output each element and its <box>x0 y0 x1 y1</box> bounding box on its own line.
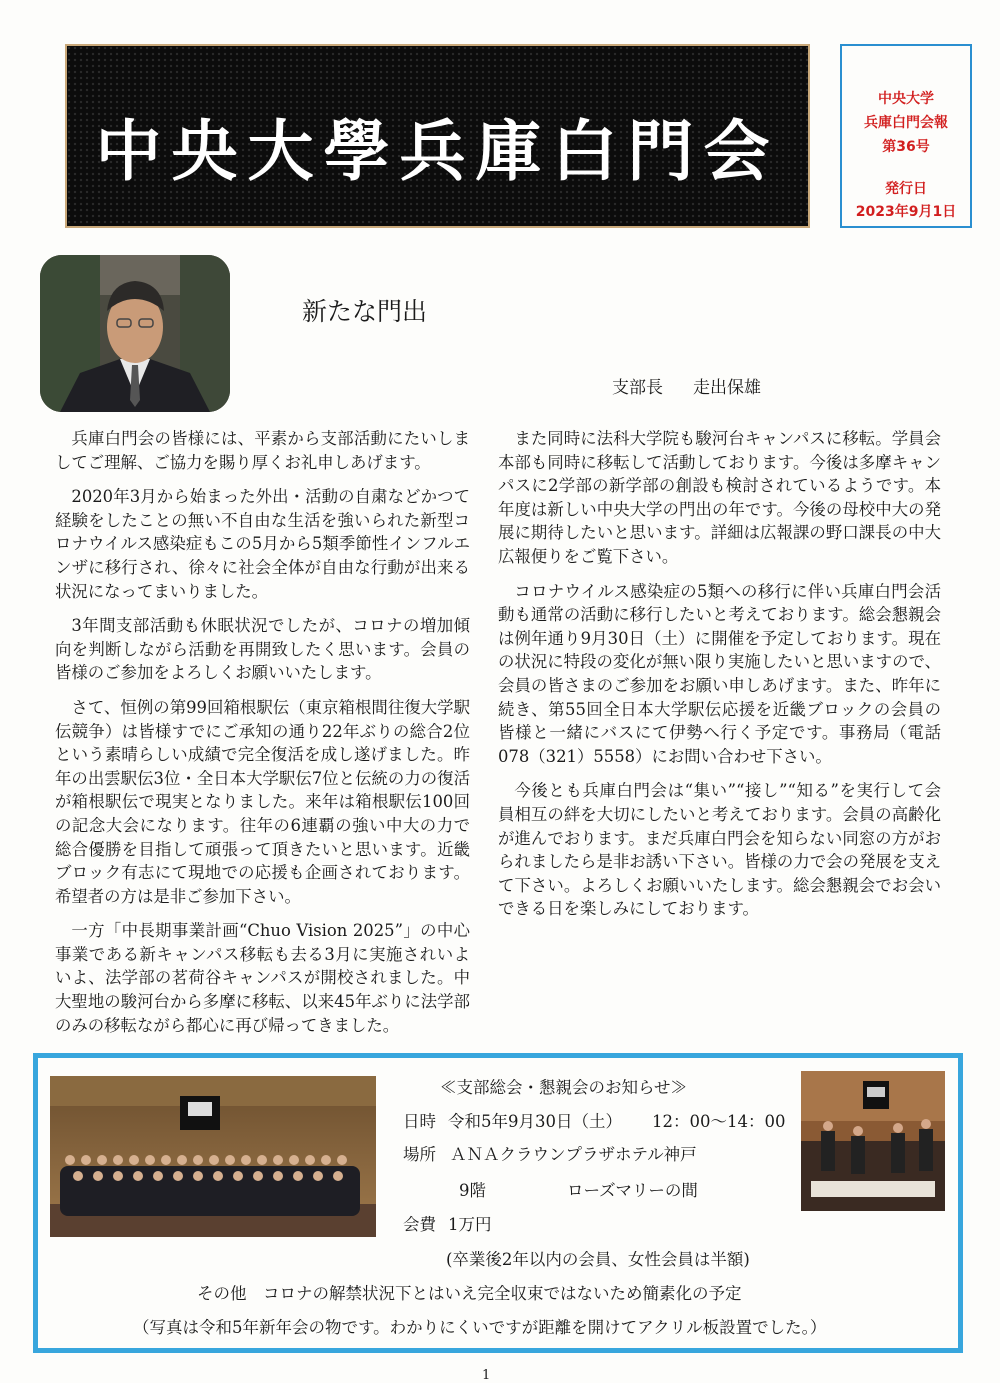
author-line <box>612 373 761 398</box>
author-name: 走出保雄 <box>693 378 761 398</box>
group-photo <box>50 1076 376 1237</box>
paragraph: 一方「中長期事業計画“Chuo Vision 2025”」の中心事業である新キャンパス移転も去る3月に実施されいよいよ、法学部の茗荷谷キャンパスが開校されました。中大聖地の駿河台から多摩に移転、以来45年ぶりに法学部のみの移転ながら都心に再び帰ってきました。 <box>55 921 470 1035</box>
notice-time-value: 12：00～14：00 <box>652 1112 786 1131</box>
notice-heading: ≪支部総会・懇親会のお知らせ≫ <box>440 1078 688 1097</box>
issue-date-label: 発行日 <box>885 181 927 197</box>
notice-fee-note: (卒業後2年以内の会員、女性会員は半額) <box>446 1250 750 1269</box>
paragraph: また同時に法科大学院も駿河台キャンパスに移転。学員会本部も同時に移転して活動しております。今後は多摩キャンパスに2学部の新学部の創設も検討されているようです。本年度は新しい中央大学の門出の年です。今後の母校中大の発展に期待したいと思います。詳細は広報課の野口課長の中大広報便りをご覧下さい。 <box>498 429 941 566</box>
masthead-banner <box>65 44 810 228</box>
issue-number: 第36号 <box>882 139 930 155</box>
paragraph: 2020年3月から始まった外出・活動の自粛などかつて経験をしたことの無い不自由な生活を強いられた新型コロナウイルス感染症もこの5月から5類季節性インフルエンザに移行され、徐々に社会全体が自由な行動が出来る状況になってまいりました。 <box>55 487 470 601</box>
article-title: 新たな門出 <box>302 297 428 326</box>
newsletter-title: 中央大學兵庫白門会 <box>95 113 780 190</box>
notice-photo-note: （写真は令和5年新年会の物です。わかりにくいですが距離を開けてアクリル板設置でした。） <box>133 1318 827 1337</box>
notice-floor: 9階 <box>459 1181 486 1200</box>
issue-info-box <box>840 44 972 228</box>
notice-room: ローズマリーの間 <box>567 1181 698 1200</box>
article-column-left <box>55 427 470 1048</box>
paragraph: コロナウイルス感染症の5類への移行に伴い兵庫白門会活動も通常の活動に移行したいと考えております。総会懇親会は例年通り9月30日（土）に開催を予定しております。現在の状況に特段の変化が無い限り実施したいと思いますので、会員の皆さまのご参加をお願い申しあげます。また、昨年に続き、第55回全日本大学駅伝応援を近畿ブロックの会員の皆様と一緒にバスにて伊勢へ行く予定です。事務局（電話078（321）5558）にお問い合わせ下さい。 <box>498 581 941 766</box>
page-number: 1 <box>482 1368 491 1383</box>
issue-date: 2023年9月1日 <box>855 204 957 220</box>
notice-place-label: 場所 <box>403 1145 436 1164</box>
notice-fee-value: 1万円 <box>448 1215 492 1234</box>
author-role: 支部長 <box>612 378 663 398</box>
notice-date-label: 日時 <box>403 1112 436 1131</box>
notice-date-value: 令和5年9月30日（土） <box>448 1112 622 1131</box>
party-photo <box>801 1071 945 1211</box>
article-column-right <box>498 427 941 932</box>
notice-other: その他 コロナの解禁状況下とはいえ完全収束ではないため簡素化の予定 <box>197 1284 742 1303</box>
notice-fee-label: 会費 <box>403 1215 436 1234</box>
issue-org: 中央大学 <box>878 91 934 107</box>
paragraph: 今後とも兵庫白門会は“集い”“接し”“知る”を実行して会員相互の絆を大切にしたいと考えております。会員の高齢化が進んでおります。まだ兵庫白門会を知らない同窓の方がおられましたら是非お誘い下さい。皆様の力で会の発展を支えて下さい。よろしくお願いいたします。総会懇親会でお会いできる日を楽しみにしております。 <box>498 781 941 919</box>
paragraph: さて、恒例の第99回箱根駅伝（東京箱根間往復大学駅伝競争）は皆様すでにご承知の通り22年ぶりの総合2位という素晴らしい成績で完全復活を成し遂げました。昨年の出雲駅伝3位・全日本大学駅伝7位と伝統の力の復活が箱根駅伝で現実となりました。来年は箱根駅伝100回の記念大会になります。往年の6連覇の強い中大の力で総合優勝を目指して頑張って頂きたいと思います。近畿ブロック有志にて現地での応援も企画されております。希望者の方は是非ご参加下さい。 <box>55 697 470 906</box>
issue-publication: 兵庫白門会報 <box>864 115 948 131</box>
notice-place-value: ＡＮＡクラウンプラザホテル神戸 <box>450 1145 697 1164</box>
paragraph: 3年間支部活動も休眠状況でしたが、コロナの増加傾向を判断しながら活動を再開致したく思います。会員の皆様のご参加をよろしくお願いいたします。 <box>55 616 470 683</box>
president-portrait-photo <box>40 255 230 412</box>
paragraph: 兵庫白門会の皆様には、平素から支部活動にたいしましてご理解、ご協力を賜り厚くお礼申しあげます。 <box>55 429 470 472</box>
